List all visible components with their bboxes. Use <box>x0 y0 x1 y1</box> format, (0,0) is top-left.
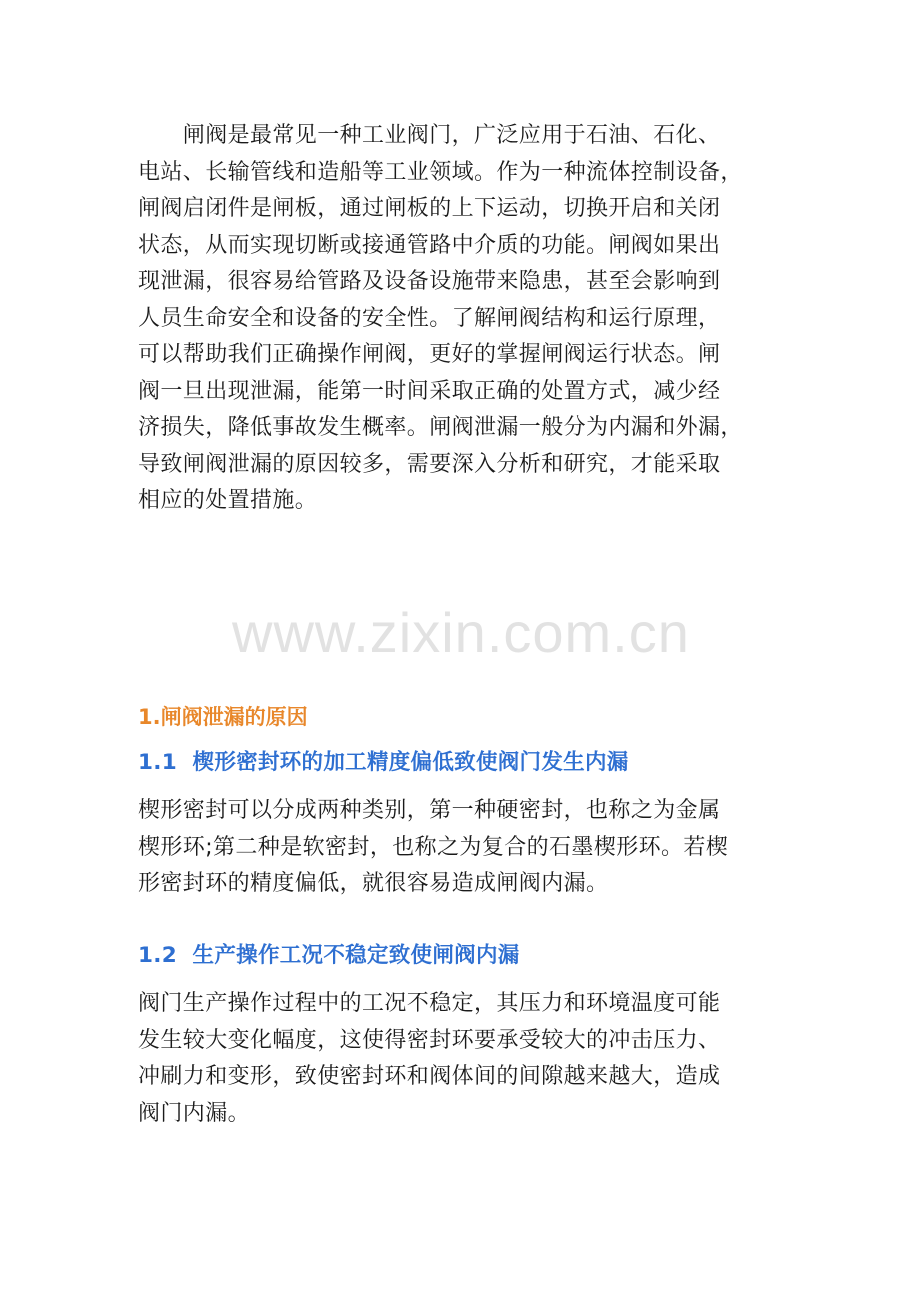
intro-paragraph: 闸阀是最常见一种工业阀门，广泛应用于石油、石化、 电站、长输管线和造船等工业领域。作为一种流体控制设备， 闸阀启闭件是闸板，通过闸板的上下运动，切换开启和关闭 状态，从而实现切断或接通管路中介质的功能。闸阀如果出 现泄漏，很容易给管路及设备设施带来隐患，甚至会影响到 人员生命安全和设备的安全性。了解闸阀结构和运行原理， 可以帮助我们正确操作闸阀，更好的掌握闸阀运行状态。闸 阀一旦出现泄漏，能第一时间采取正确的处置方式，减少经 济损失，降低事故发生概率。闸阀泄漏一般分为内漏和外漏， 导致闸阀泄漏的原因较多，需要深入分析和研究，才能采取 相应的处置措施。 <box>138 123 743 513</box>
subsection-heading-1-1: 1.1 楔形密封环的加工精度偏低致使阀门发生内漏 <box>138 750 629 775</box>
subsection-paragraph-1-2: 阀门生产操作过程中的工况不稳定，其压力和环境温度可能 发生较大变化幅度，这使得密封环要承受较大的冲击压力、 冲刷力和变形，致使密封环和阀体间的间隙越来越大，造成 阀门内漏。 <box>138 991 721 1126</box>
subsection-heading-1-2: 1.2 生产操作工况不稳定致使闸阀内漏 <box>138 943 520 968</box>
subsection-paragraph-1-1: 楔形密封可以分成两种类别，第一种硬密封，也称之为金属 楔形环;第二种是软密封，也称之为复合的石墨楔形环。若楔 形密封环的精度偏低，就很容易造成闸阀内漏。 <box>138 798 729 896</box>
watermark: www.zixin.com.cn <box>232 601 690 664</box>
section-heading: 1.闸阀泄漏的原因 <box>138 705 308 729</box>
